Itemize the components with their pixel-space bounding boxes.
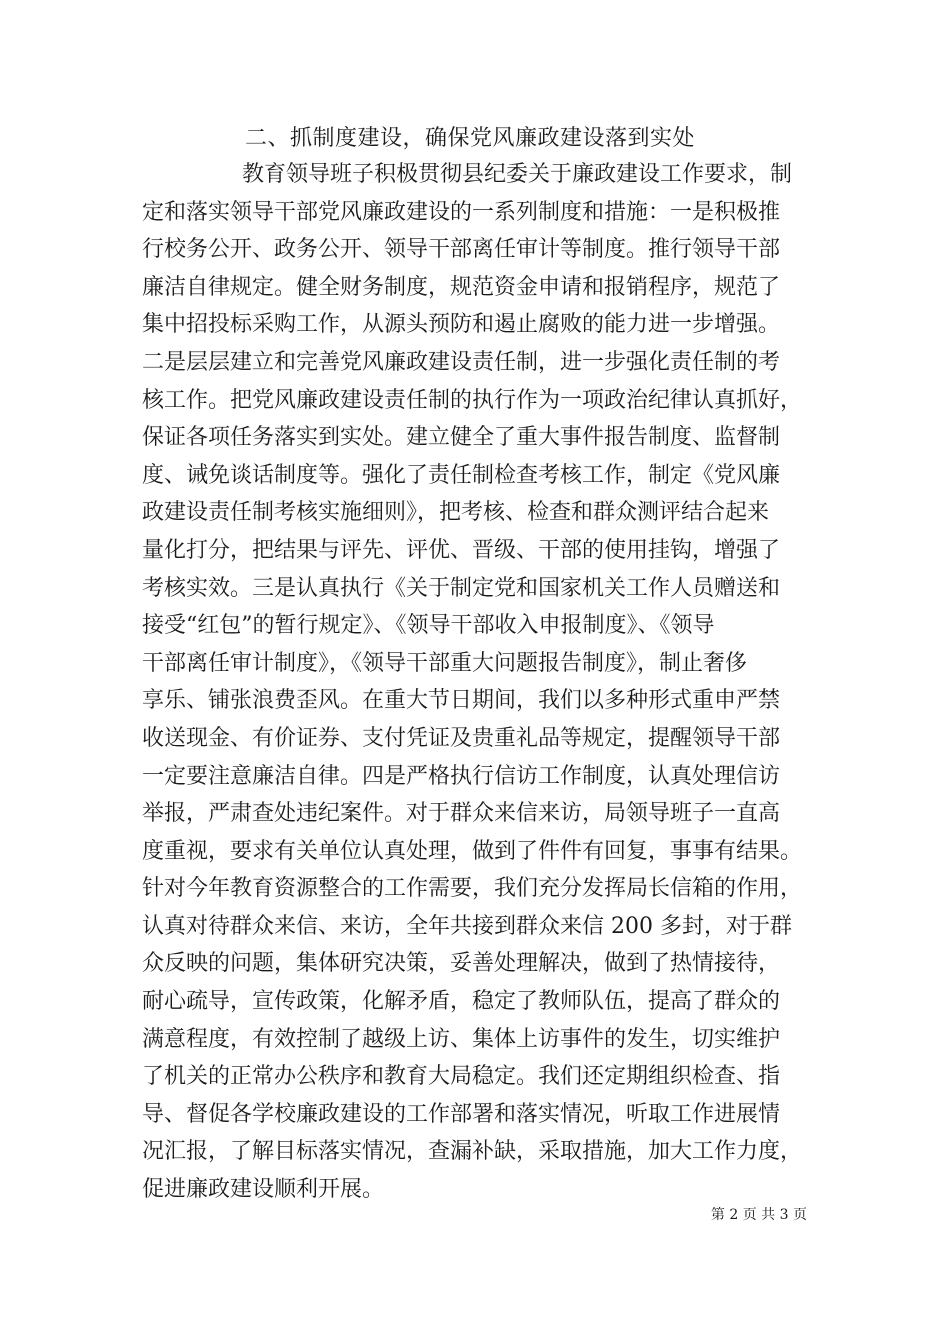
paragraph-line: 教育领导班子积极贯彻县纪委关于廉政建设工作要求，制 xyxy=(242,162,793,187)
paragraph-line: 了机关的正常办公秩序和教育大局稳定。我们还定期组织检查、指 xyxy=(142,1064,781,1090)
paragraph-line: 导、督促各学校廉政建设的工作部署和落实情况，听取工作进展情 xyxy=(142,1101,781,1127)
paragraph-line: 举报，严肃查处违纪案件。对于群众来信来访，局领导班子一直高 xyxy=(142,801,781,827)
page-number: 第 2 页 共 3 页 xyxy=(710,1207,807,1223)
paragraph-line: 集中招投标采购工作，从源头预防和遏止腐败的能力进一步增强。 xyxy=(142,312,781,338)
paragraph-line: 度、诫免谈话制度等。强化了责任制检查考核工作，制定《党风廉 xyxy=(142,462,781,488)
paragraph-line: 满意程度，有效控制了越级上访、集体上访事件的发生，切实维护 xyxy=(142,1026,781,1052)
paragraph-line: 二是层层建立和完善党风廉政建设责任制，进一步强化责任制的考 xyxy=(142,349,781,375)
paragraph-line: 保证各项任务落实到实处。建立健全了重大事件报告制度、监督制 xyxy=(142,425,781,451)
paragraph-line: 定和落实领导干部党风廉政建设的一系列制度和措施：一是积极推 xyxy=(142,199,781,225)
paragraph-line: 核工作。把党风廉政建设责任制的执行作为一项政治纪律认真抓好， xyxy=(142,387,803,413)
section-heading: 二、抓制度建设，确保党风廉政建设落到实处 xyxy=(245,126,696,151)
paragraph-line: 政建设责任制考核实施细则》，把考核、检查和群众测评结合起来 xyxy=(142,500,770,526)
paragraph-line: 度重视，要求有关单位认真处理，做到了件件有回复，事事有结果。 xyxy=(142,838,803,864)
paragraph-line: 量化打分，把结果与评先、评优、晋级、干部的使用挂钩，增强了 xyxy=(142,537,781,563)
paragraph-line: 一定要注意廉洁自律。四是严格执行信访工作制度，认真处理信访 xyxy=(142,763,781,789)
paragraph-line: 收送现金、有价证券、支付凭证及贵重礼品等规定，提醒领导干部 xyxy=(142,725,781,751)
paragraph-line: 接受“红包”的暂行规定》、《领导干部收入申报制度》、《领导 xyxy=(142,613,715,639)
paragraph-line: 干部离任审计制度》，《领导干部重大问题报告制度》，制止奢侈 xyxy=(142,650,748,676)
paragraph-line: 考核实效。三是认真执行《关于制定党和国家机关工作人员赠送和 xyxy=(142,575,781,601)
paragraph-line: 享乐、铺张浪费歪风。在重大节日期间，我们以多种形式重申严禁 xyxy=(142,688,781,714)
paragraph-line: 认真对待群众来信、来访，全年共接到群众来信 200 多封，对于群 xyxy=(142,913,792,939)
paragraph-line: 促进廉政建设顺利开展。 xyxy=(142,1177,385,1203)
paragraph-line: 耐心疏导，宣传政策，化解矛盾，稳定了教师队伍，提高了群众的 xyxy=(142,989,781,1015)
paragraph-line: 况汇报，了解目标落实情况，查漏补缺，采取措施，加大工作力度， xyxy=(142,1139,803,1165)
paragraph-line: 廉洁自律规定。健全财务制度，规范资金申请和报销程序，规范了 xyxy=(142,274,781,300)
paragraph-line: 众反映的问题，集体研究决策，妥善处理解决，做到了热情接待， xyxy=(142,951,781,977)
body-paragraph xyxy=(142,160,822,1213)
paragraph-line: 行校务公开、政务公开、领导干部离任审计等制度。推行领导干部 xyxy=(142,237,781,263)
paragraph-line: 针对今年教育资源整合的工作需要，我们充分发挥局长信箱的作用， xyxy=(142,876,803,902)
